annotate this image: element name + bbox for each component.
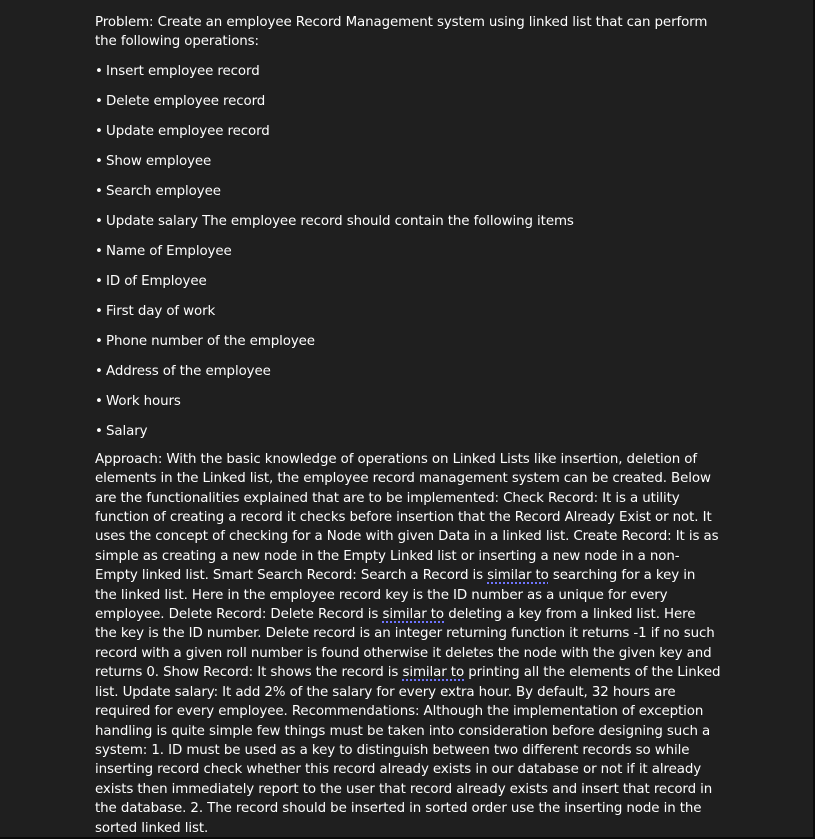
list-item-text: Work hours bbox=[106, 393, 181, 409]
approach-text: printing all the elements of the Linked list. Update salary: It add 2% of the salary for every extra hour. By default, 32 hours are required for every employee. Recommendations: Although the implementation of exception handling is quite simple few things must be taken into consideration before designing such a system: 1. ID must be used as a key to distinguish between two different records so while inserting record check whether this record already exists in our database or not if it already exists then immediately report to the user that record already exists and insert that record in the database. 2. The record should be inserted in sorted order use the inserting node in the sorted linked list. bbox=[95, 665, 721, 836]
list-item bbox=[95, 92, 721, 122]
bullet-icon: • bbox=[95, 393, 103, 409]
list-item bbox=[95, 122, 721, 152]
grammar-suggestion[interactable]: similar to bbox=[402, 665, 465, 681]
grammar-suggestion[interactable]: similar to bbox=[382, 607, 445, 623]
list-item bbox=[95, 272, 721, 302]
document-content bbox=[95, 13, 721, 838]
list-item-text: Update salary The employee record should contain the following items bbox=[106, 213, 574, 229]
list-item bbox=[95, 302, 721, 332]
list-item bbox=[95, 332, 721, 362]
list-item-text: Address of the employee bbox=[106, 363, 271, 379]
operations-list bbox=[95, 62, 721, 452]
list-item-text: Salary bbox=[106, 423, 148, 439]
approach-text: deleting a key from a linked list. Here the key is the ID number. Delete record is an integer returning function it returns -1 if no such record with a given roll number is found otherwise it deletes the node with the given key and returns 0. Show Record: It shows the record is bbox=[95, 607, 715, 681]
bullet-icon: • bbox=[95, 213, 103, 229]
bullet-icon: • bbox=[95, 123, 103, 139]
list-item-text: Search employee bbox=[106, 183, 221, 199]
bullet-icon: • bbox=[95, 363, 103, 379]
list-item bbox=[95, 422, 721, 452]
bullet-icon: • bbox=[95, 183, 103, 199]
approach-text: Approach: With the basic knowledge of operations on Linked Lists like insertion, deletion of elements in the Linked list, the employee record management system can be created. Below are the functionalities explained that are to be implemented: Check Record: It is a utility function of creating a record it checks before insertion that the Record Already Exist or not. It uses the concept of checking for a Node with given Data in a linked list. Create Record: It is as simple as creating a new node in the Empty Linked list or inserting a new node in a non-Empty linked list. Smart Search Record: Search a Record is bbox=[95, 451, 719, 584]
bullet-icon: • bbox=[95, 63, 103, 79]
bullet-icon: • bbox=[95, 303, 103, 319]
list-item-text: ID of Employee bbox=[106, 273, 207, 289]
list-item bbox=[95, 182, 721, 212]
list-item-text: Show employee bbox=[106, 153, 212, 169]
list-item bbox=[95, 242, 721, 272]
list-item-text: Insert employee record bbox=[106, 63, 260, 79]
list-item-text: Update employee record bbox=[106, 123, 270, 139]
problem-statement: Problem: Create an employee Record Management system using linked list that can perform the following operations: bbox=[95, 15, 708, 50]
list-item-text: First day of work bbox=[106, 303, 216, 319]
list-item-text: Delete employee record bbox=[106, 93, 266, 109]
approach-text: searching for a key in the linked list. Here in the employee record key is the ID number as a unique for every employee. Delete Record: Delete Record is bbox=[95, 568, 696, 623]
list-item bbox=[95, 212, 721, 242]
bullet-icon: • bbox=[95, 243, 103, 259]
list-item-text: Phone number of the employee bbox=[106, 333, 315, 349]
list-item bbox=[95, 362, 721, 392]
list-item-text: Name of Employee bbox=[106, 243, 232, 259]
list-item bbox=[95, 62, 721, 92]
approach-paragraph bbox=[95, 450, 721, 838]
bullet-icon: • bbox=[95, 153, 103, 169]
bullet-icon: • bbox=[95, 93, 103, 109]
bullet-icon: • bbox=[95, 423, 103, 439]
list-item bbox=[95, 152, 721, 182]
grammar-suggestion[interactable]: similar to bbox=[487, 568, 549, 584]
bullet-icon: • bbox=[95, 273, 103, 289]
list-item bbox=[95, 392, 721, 422]
bullet-icon: • bbox=[95, 333, 103, 349]
